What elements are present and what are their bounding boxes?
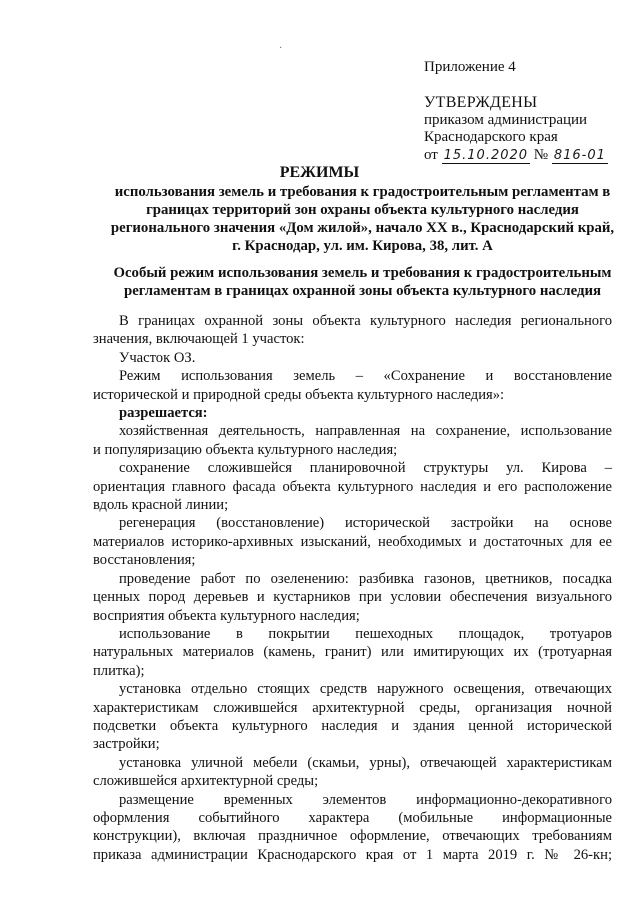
text-line: восприятия объекта культурного наследия; [93,607,360,624]
text-line: натуральных материалов (камень, гранит) или имитирующих их (тротуарная [93,644,612,661]
list-item [93,422,612,459]
text-line: вдоль красной линии; [93,497,229,514]
intro-paragraph [93,312,612,349]
list-item [93,791,612,865]
text-line: ценных пород деревьев и кустарников при условии обеспечения визуального [93,589,612,606]
section-heading-line: Особый режим использования земель и требования к градостроительным [113,265,612,281]
text-line: сложившейся архитектурной среды; [93,773,319,790]
text-line: размещение временных элементов информационно-декоративного [119,791,612,808]
text-line: застройки; [93,736,160,753]
page-dot: · [279,43,283,54]
subtitle-line: границах территорий зон охраны объекта культурного наследия [146,202,579,218]
from-label: от [424,146,438,163]
text-line: плитка); [93,662,145,679]
approval-date-line [424,147,608,165]
number-label: № [533,146,549,163]
section-heading-line: регламентам в границах охранной зоны объекта культурного наследия [124,283,601,299]
section-heading [96,264,629,300]
list-item [93,754,612,791]
text-line: подсветки объекта культурного наследия и здания ценной исторической [93,717,612,734]
mode-paragraph [93,367,612,404]
subtitle-line: г. Краснодар, ул. им. Кирова, 38, лит. А [232,238,493,254]
approval-block [424,94,608,164]
text-line: сохранение сложившейся планировочной структуры ул. Кирова – [119,460,612,477]
document-body [93,312,612,864]
plot-label: Участок ОЗ. [119,349,196,366]
document-title: РЕЖИМЫ [279,164,360,181]
text-line: хозяйственная деятельность, направленная на сохранение, использование [119,423,612,440]
approved-by-label: приказом администрации [424,111,588,128]
text-line: оформления событийного характера (мобильные информационные [93,809,612,826]
list-item [93,625,612,680]
approved-label: УТВЕРЖДЕНЫ [424,94,538,111]
appendix-label: Приложение 4 [424,59,516,75]
list-item [93,514,612,569]
text-line: значения, включающей 1 участок: [93,331,305,348]
text-line: установка уличной мебели (скамьи, урны), отвечающей характеристикам [119,754,612,771]
text-line: приказа администрации Краснодарского края от 1 марта 2019 г. № 26-кн; [93,846,612,863]
allowed-label: разрешается: [119,405,208,422]
handwritten-date: 15.10.2020 [443,147,529,163]
text-line: и популяризацию объекта культурного наследия; [93,441,398,458]
text-line: В границах охранной зоны объекта культурного наследия регионального [119,313,612,329]
text-line: проведение работ по озеленению: разбивка газонов, цветников, посадка [119,570,612,587]
list-item [93,459,612,514]
text-line: восстановления; [93,552,196,569]
text-line: материалов историко-архивных изысканий, необходимых и достаточных для ее [93,533,612,550]
allowed-items-list [93,422,612,864]
text-line: регенерация (восстановление) исторической застройки на основе [119,515,612,532]
approved-region-label: Краснодарского края [424,129,558,145]
list-item [93,570,612,625]
text-line: Режим использования земель – «Сохранение и восстановление [119,368,612,385]
document-subtitle [96,183,629,255]
text-line: характеристикам сложившейся архитектурной среды, организация ночной [93,699,612,716]
list-item [93,680,612,754]
text-line: использование в покрытии пешеходных площадок, тротуаров [119,625,612,642]
text-line: исторической и природной среды объекта культурного наследия»: [93,386,505,403]
text-line: установка отдельно стоящих средств наружного освещения, отвечающих [119,681,612,698]
subtitle-line: регионального значения «Дом жилой», начало XX в., Краснодарский край, [110,220,615,236]
text-line: конструкции), включая праздничное оформление, отвечающих требованиям [93,828,612,845]
text-line: ориентация главного фасада объекта культурного наследия и его расположение [93,478,612,495]
subtitle-line: использования земель и требования к градостроительным регламентам в [114,184,611,200]
handwritten-number: 816-01 [553,147,606,163]
